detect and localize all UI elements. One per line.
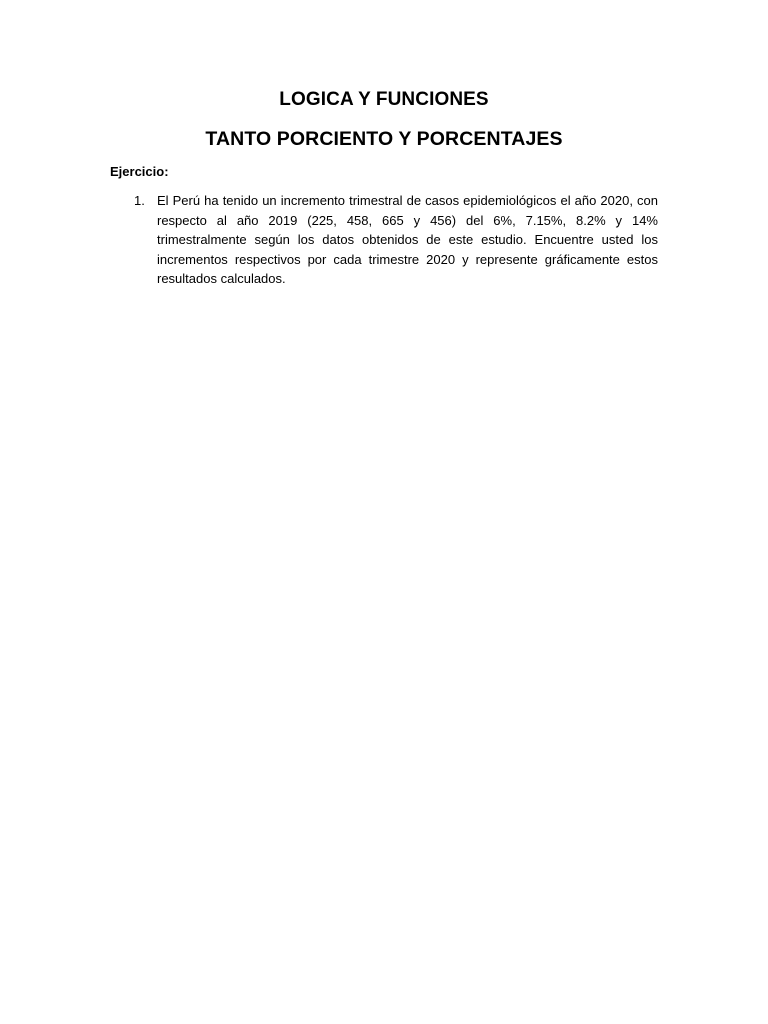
list-item <box>110 191 658 289</box>
section-label: Ejercicio: <box>110 164 169 179</box>
item-text: El Perú ha tenido un incremento trimestral de casos epidemiológicos el año 2020, con respecto al año 2019 (225, 458, 665 y 456) del 6%, 7.15%, 8.2% y 14% trimestralmente según los datos obtenidos de este estudio. Encuentre usted los incrementos respectivos por cada trimestre 2020 y represente gráficamente estos resultados calculados. <box>157 193 658 286</box>
document-title: LOGICA Y FUNCIONES <box>279 89 489 110</box>
document-subtitle: TANTO PORCIENTO Y PORCENTAJES <box>205 128 563 150</box>
exercise-list <box>110 191 658 289</box>
item-number: 1. <box>134 193 145 208</box>
